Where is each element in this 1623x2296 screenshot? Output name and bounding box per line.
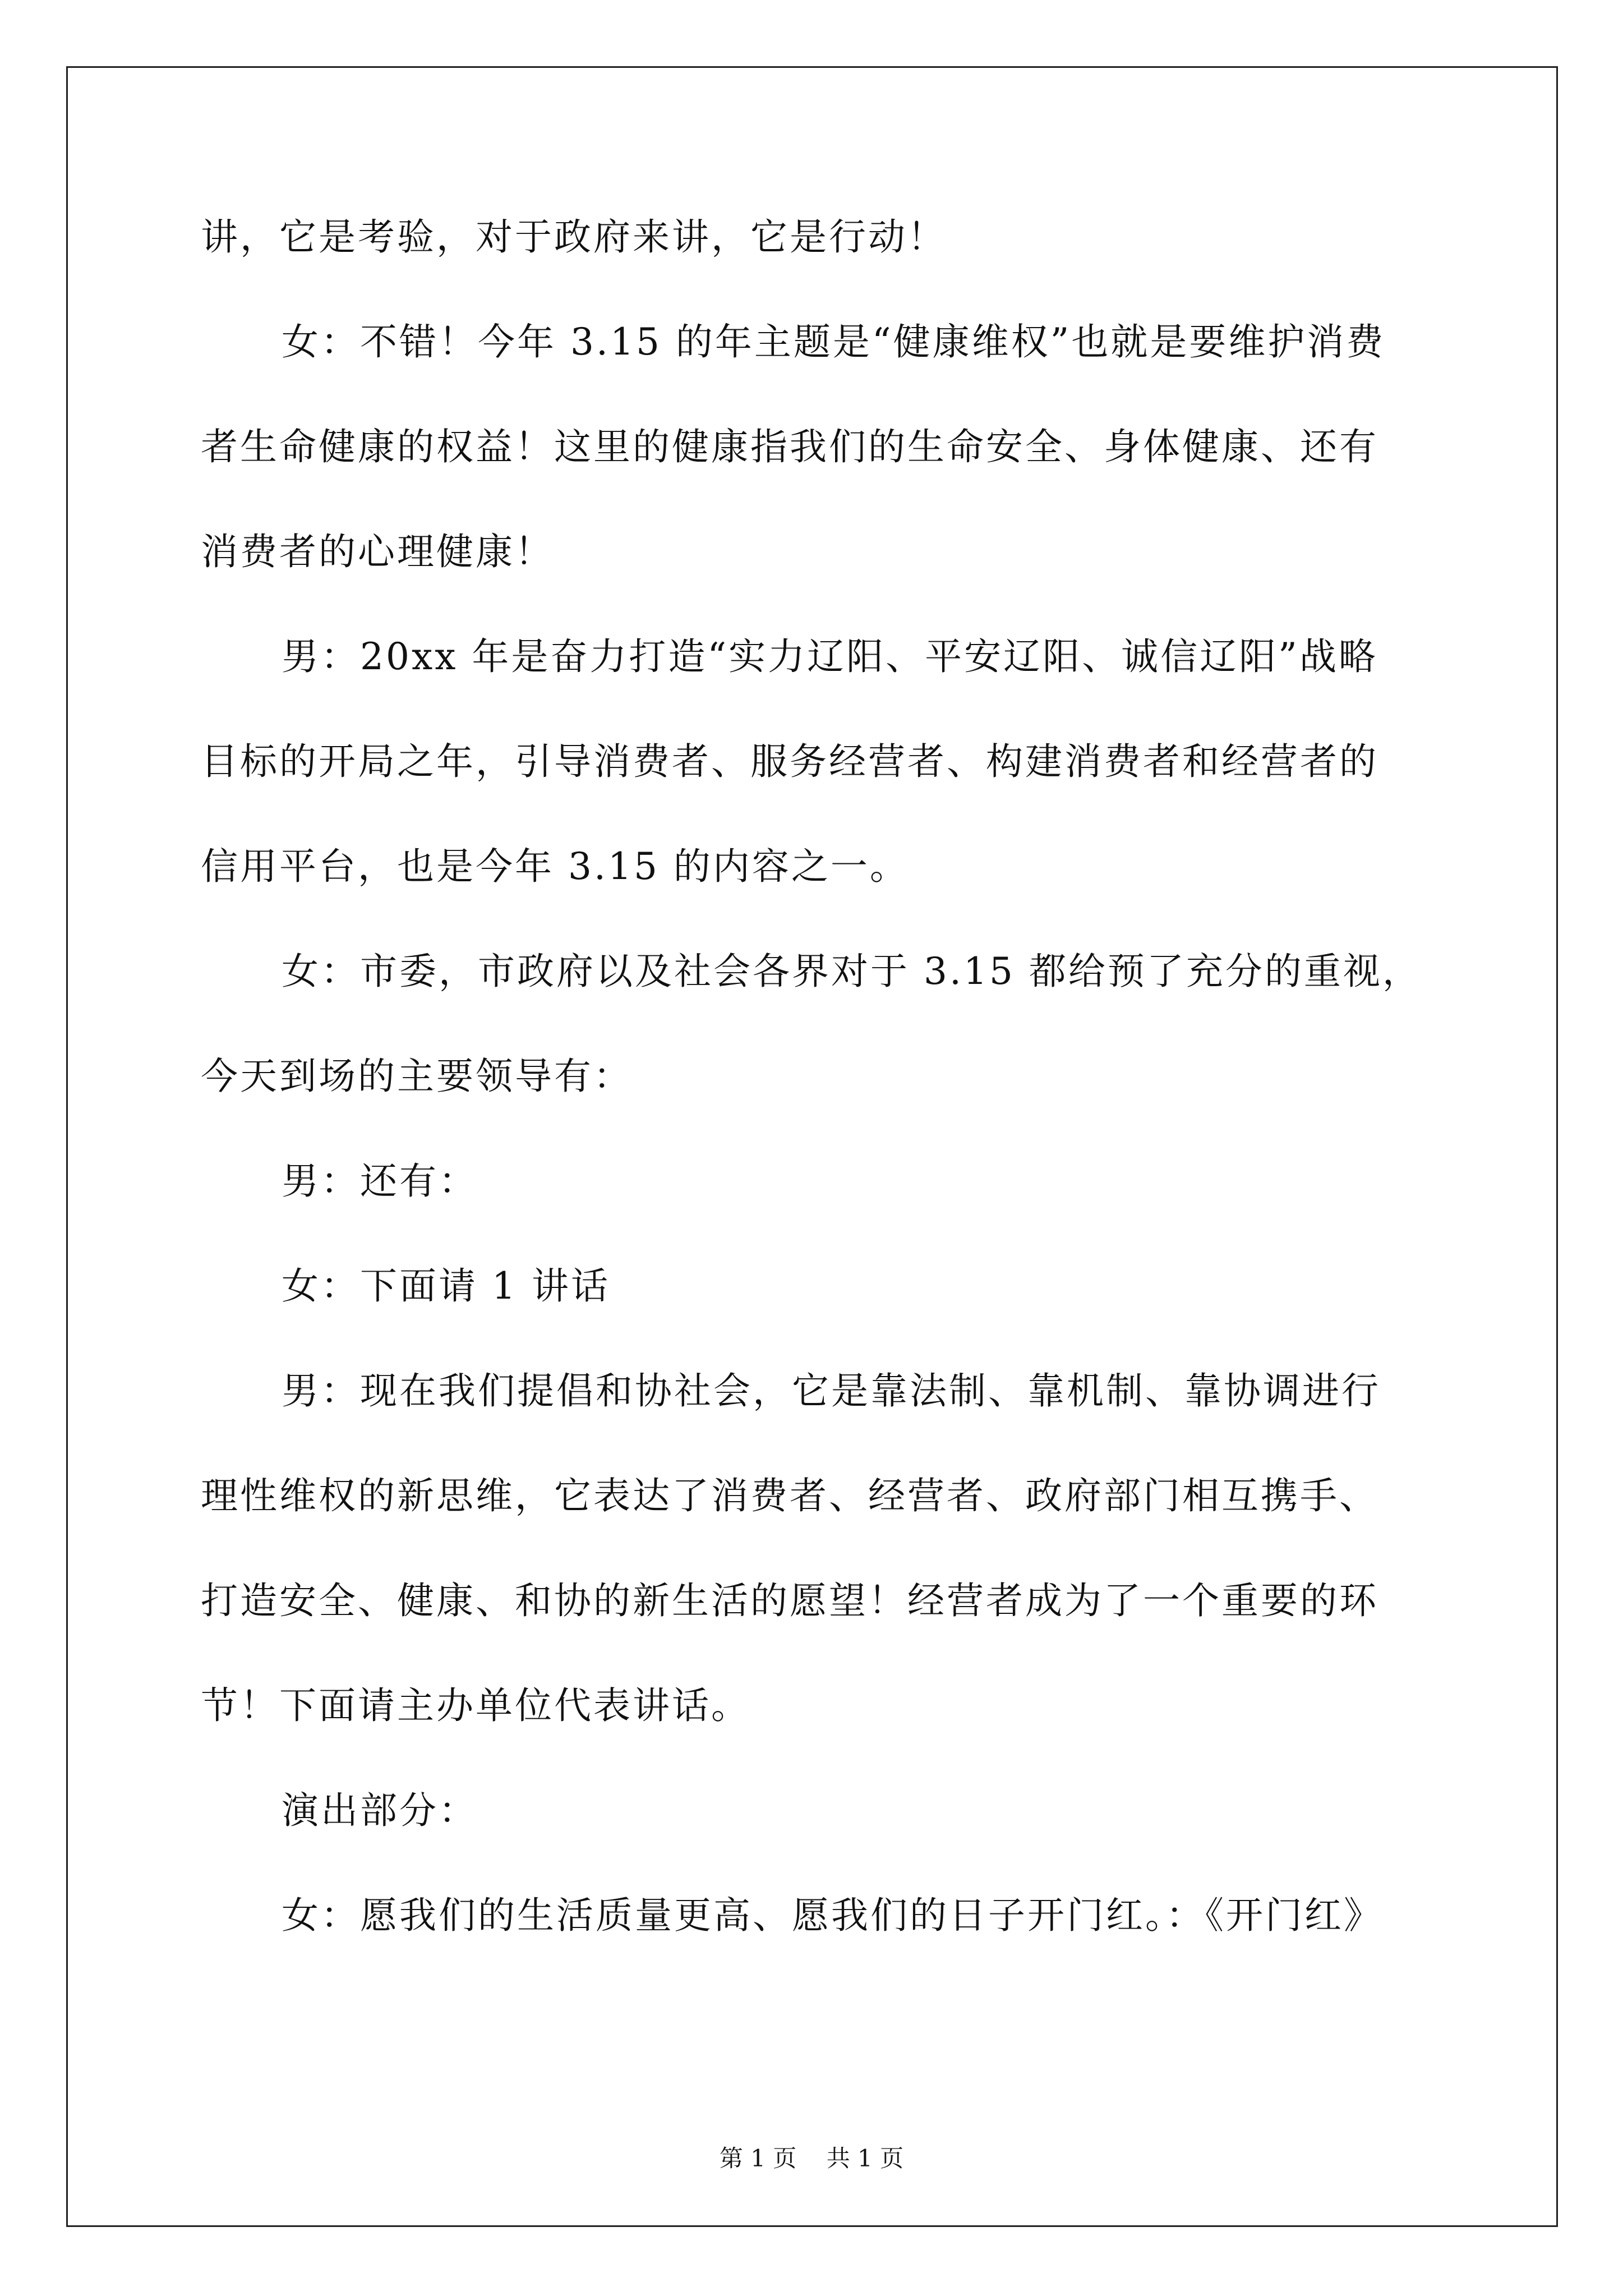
text-line: 节！下面请主办单位代表讲话。: [201, 1684, 750, 1727]
text-line: 打造安全、健康、和协的新生活的愿望！经营者成为了一个重要的环: [201, 1579, 1378, 1622]
text-line: 女：不错！今年 3.15 的年主题是“健康维权”也就是要维护消费: [282, 320, 1386, 364]
text-line: 男：还有：: [282, 1159, 478, 1203]
text-line: 男：20xx 年是奋力打造“实力辽阳、平安辽阳、诚信辽阳”战略: [282, 635, 1378, 678]
text-line: 讲，它是考验，对于政府来讲，它是行动！: [201, 215, 947, 259]
text-line: 目标的开局之年，引导消费者、服务经营者、构建消费者和经营者的: [201, 740, 1378, 783]
text-line: 女：下面请 1 讲话: [282, 1264, 610, 1308]
text-line: 女：愿我们的生活质量更高、愿我们的日子开门红。：《开门红》: [282, 1894, 1383, 1937]
page-footer: 第 1 页 共 1 页: [719, 2145, 904, 2172]
text-line: 者生命健康的权益！这里的健康指我们的生命安全、身体健康、还有: [201, 425, 1378, 468]
text-line: 演出部分：: [282, 1789, 478, 1832]
text-line: 理性维权的新思维，它表达了消费者、经营者、政府部门相互携手、: [201, 1474, 1378, 1517]
text-line: 女：市委，市政府以及社会各界对于 3.15 都给预了充分的重视，: [282, 950, 1422, 993]
text-line: 男：现在我们提倡和协社会，它是靠法制、靠机制、靠协调进行: [282, 1369, 1381, 1412]
text-line: 信用平台，也是今年 3.15 的内容之一。: [201, 845, 909, 888]
text-line: 消费者的心理健康！: [201, 530, 554, 573]
text-line: 今天到场的主要领导有：: [201, 1055, 633, 1098]
document-body: [201, 215, 1435, 2002]
